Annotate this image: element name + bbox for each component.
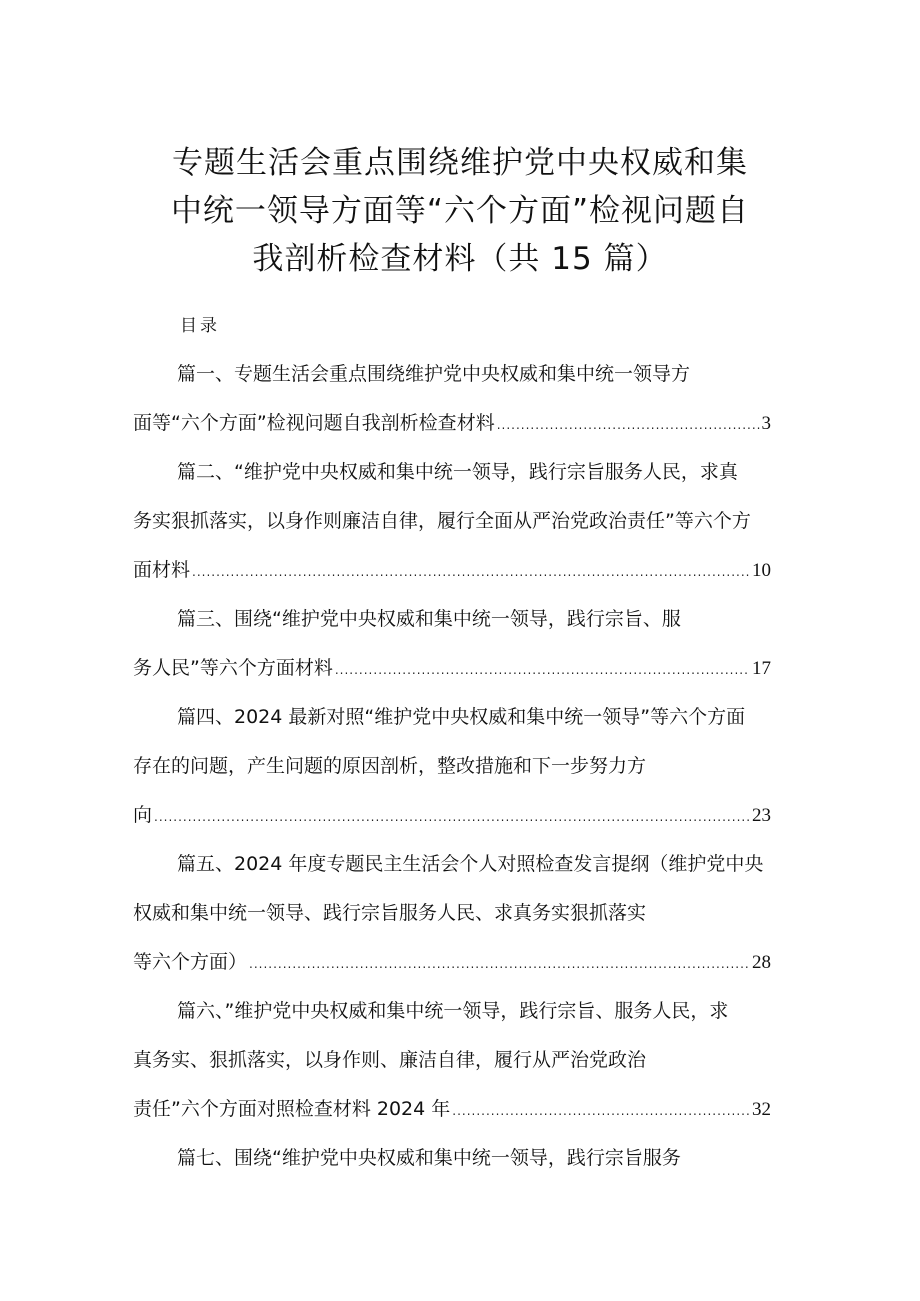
title-line-3: 我剖析检查材料（共 15 篇） [252, 241, 668, 277]
toc-entry-7[interactable] [133, 1134, 793, 1183]
toc-entry-text: 面材料 [133, 559, 191, 581]
toc-entry-text: 篇二、“维护党中央权威和集中统一领导，践行宗旨服务人民，求真 [177, 461, 738, 483]
toc-entry-text: 务人民”等六个方面材料 [133, 657, 333, 679]
toc-page-number: 32 [752, 1099, 771, 1120]
toc-entry-text: 权威和集中统一领导、践行宗旨服务人民、求真务实狠抓落实 [133, 902, 647, 924]
toc-entry-3[interactable] [133, 595, 793, 693]
toc-entry-last-line [133, 1085, 771, 1134]
dot-leader [154, 793, 750, 842]
toc-entry-last-line [133, 546, 771, 595]
toc-entry-2[interactable] [133, 448, 793, 595]
toc-entry-text: 篇五、2024 年度专题民主生活会个人对照检查发言提纲（维护党中央 [177, 853, 764, 875]
toc-entry-text: 篇三、围绕“维护党中央权威和集中统一领导，践行宗旨、服 [177, 608, 681, 630]
toc-page-number: 3 [761, 413, 771, 434]
title-line-1: 专题生活会重点围绕维护党中央权威和集 [172, 145, 748, 181]
title-line-2: 中统一领导方面等“六个方面”检视问题自 [170, 193, 750, 229]
toc-page-number: 10 [752, 560, 771, 581]
dot-leader [452, 1087, 750, 1136]
toc-entry-5[interactable] [133, 840, 793, 987]
toc-entry-text: 真务实、狠抓落实，以身作则、廉洁自律，履行从严治党政治 [133, 1049, 647, 1071]
dot-leader [335, 646, 750, 695]
toc-entry-text: 篇四、2024 最新对照“维护党中央权威和集中统一领导”等六个方面 [177, 706, 746, 728]
toc-entry-text: 务实狠抓落实，以身作则廉洁自律，履行全面从严治党政治责任”等六个方 [133, 510, 751, 532]
table-of-contents [133, 350, 793, 1183]
toc-entry-text: 等六个方面） [133, 951, 248, 973]
toc-page-number: 23 [752, 805, 771, 826]
toc-entry-last-line [133, 399, 771, 448]
toc-page-number: 28 [752, 952, 771, 973]
dot-leader [192, 548, 750, 597]
toc-entry-text: 存在的问题，产生问题的原因剖析，整改措施和下一步努力方 [133, 755, 647, 777]
toc-entry-text: 责任”六个方面对照检查材料 2024 年 [133, 1098, 451, 1120]
toc-entry-4[interactable] [133, 693, 793, 840]
toc-entry-last-line [133, 938, 771, 987]
toc-entry-last-line [133, 644, 771, 693]
toc-page-number: 17 [752, 658, 771, 679]
toc-entry-text: 篇六、”维护党中央权威和集中统一领导，践行宗旨、服务人民，求 [177, 1000, 729, 1022]
dot-leader [497, 401, 760, 450]
toc-entry-text: 篇一、专题生活会重点围绕维护党中央权威和集中统一领导方 [177, 363, 691, 385]
toc-entry-last-line [133, 791, 771, 840]
toc-entry-6[interactable] [133, 987, 793, 1134]
dot-leader [249, 940, 750, 989]
toc-heading: 目录 [180, 316, 220, 336]
toc-entry-text: 篇七、围绕“维护党中央权威和集中统一领导，践行宗旨服务 [177, 1147, 681, 1169]
toc-entry-1[interactable] [133, 350, 793, 448]
toc-entry-text: 面等“六个方面”检视问题自我剖析检查材料 [133, 412, 495, 434]
toc-entry-text: 向 [133, 804, 153, 826]
document-title [100, 139, 820, 283]
